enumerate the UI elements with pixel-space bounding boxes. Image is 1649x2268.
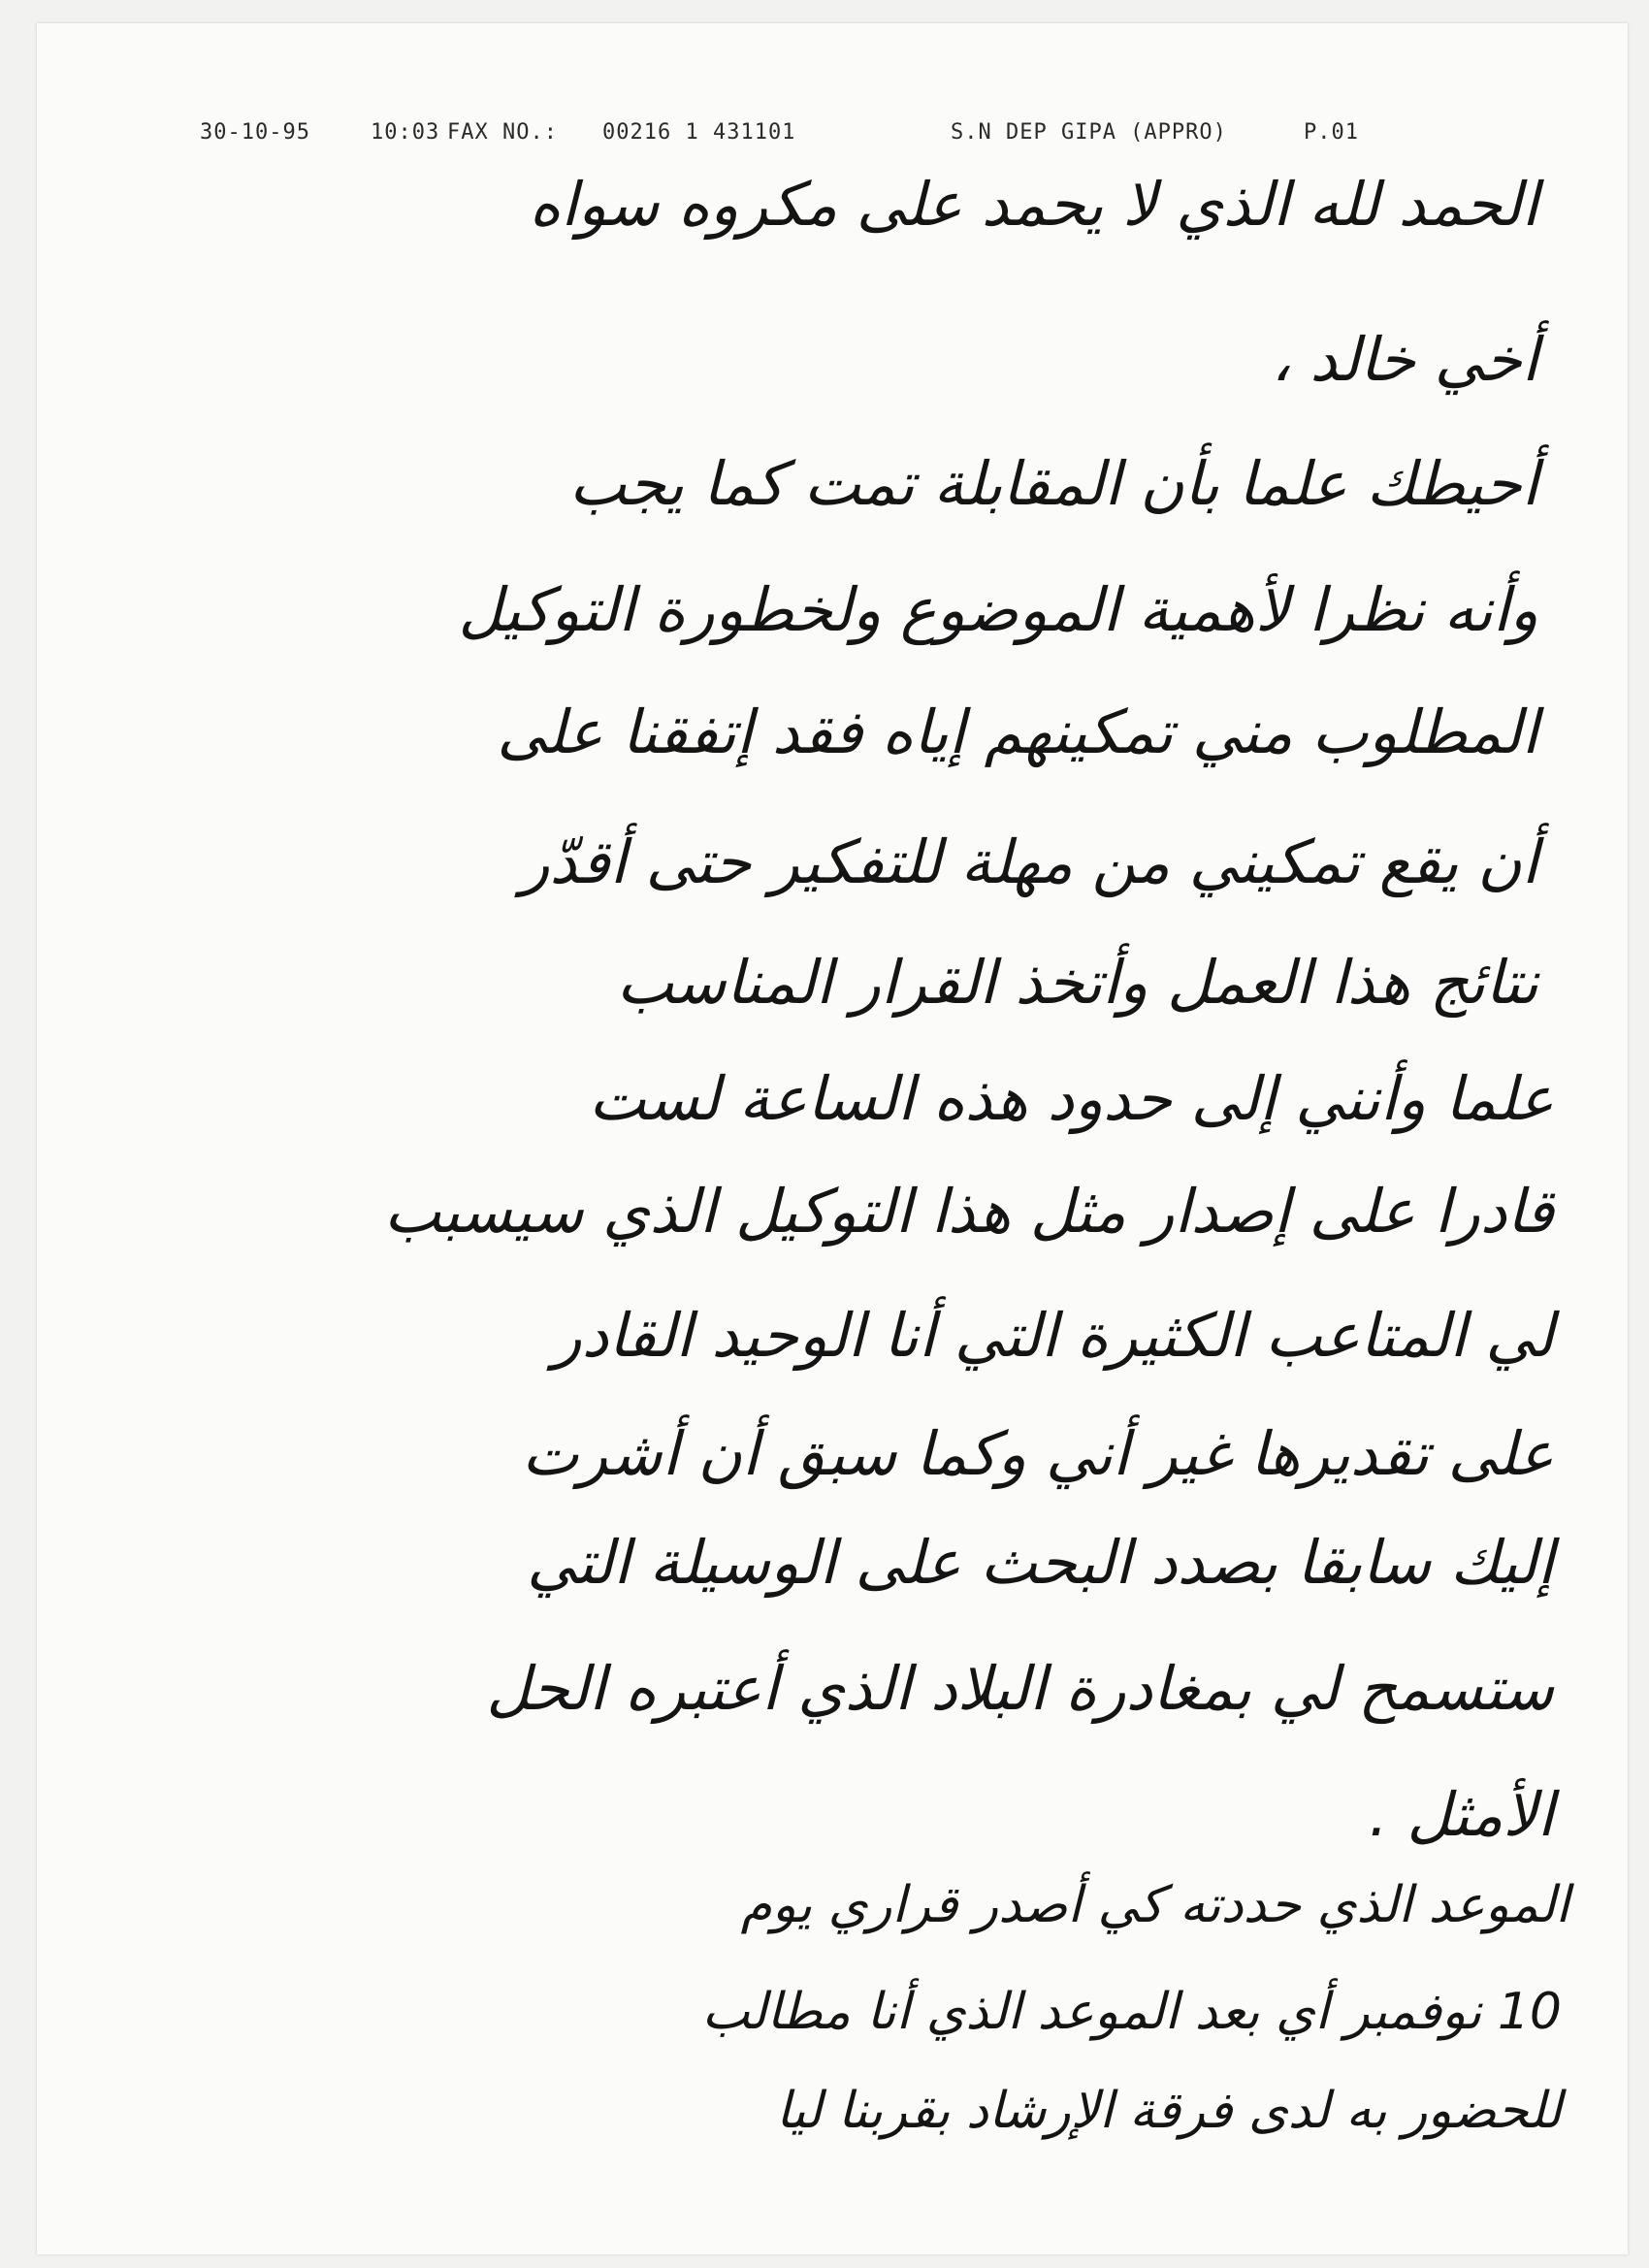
letter-line: الموعد الذي حددته كي أصدر قراري يوم <box>740 1876 1569 1934</box>
letter-line: أن يقع تمكيني من مهلة للتفكير حتى أقدّر <box>520 826 1538 897</box>
letter-line: الأمثل . <box>1369 1779 1554 1850</box>
letter-line-opening: الحمد لله الذي لا يحمد على مكروه سواه <box>529 169 1538 240</box>
fax-page <box>37 23 1628 2254</box>
letter-line: 10 نوفمبر أي بعد الموعد الذي أنا مطالب <box>701 1983 1562 2041</box>
fax-sender: S.N DEP GIPA (APPRO) <box>951 120 1227 145</box>
letter-line: المطلوب مني تمكينهم إياه فقد إتفقنا على <box>497 697 1538 767</box>
fax-number-label: FAX NO.: <box>447 120 558 145</box>
letter-line: وأنه نظرا لأهمية الموضوع ولخطورة التوكيل <box>458 574 1538 645</box>
letter-line: قادرا على إصدار مثل هذا التوكيل الذي سيسبب <box>383 1176 1554 1247</box>
fax-date: 30-10-95 <box>200 120 310 145</box>
letter-line: للحضور به لدى فرقة الإرشاد بقربنا ليا <box>776 2082 1562 2140</box>
letter-line-salutation: أخي خالد ، <box>1271 324 1538 395</box>
letter-line: نتائج هذا العمل وأتخذ القرار المناسب <box>616 947 1538 1018</box>
letter-line: على تقديرها غير أني وكما سبق أن أشرت <box>522 1418 1554 1489</box>
letter-line: ستسمح لي بمغادرة البلاد الذي أعتبره الحل <box>486 1653 1554 1724</box>
handwritten-letter <box>37 23 1628 2254</box>
letter-line: لي المتاعب الكثيرة التي أنا الوحيد القادر <box>552 1300 1554 1371</box>
letter-line: علما وأنني إلى حدود هذه الساعة لست <box>589 1063 1554 1134</box>
fax-number: 00216 1 431101 <box>602 120 796 145</box>
fax-page-number: P.01 <box>1304 120 1359 145</box>
letter-line: إليك سابقا بصدد البحث على الوسيلة التي <box>527 1527 1554 1598</box>
fax-time: 10:03 <box>371 120 440 145</box>
letter-line: أحيطك علما بأن المقابلة تمت كما يجب <box>568 448 1538 519</box>
